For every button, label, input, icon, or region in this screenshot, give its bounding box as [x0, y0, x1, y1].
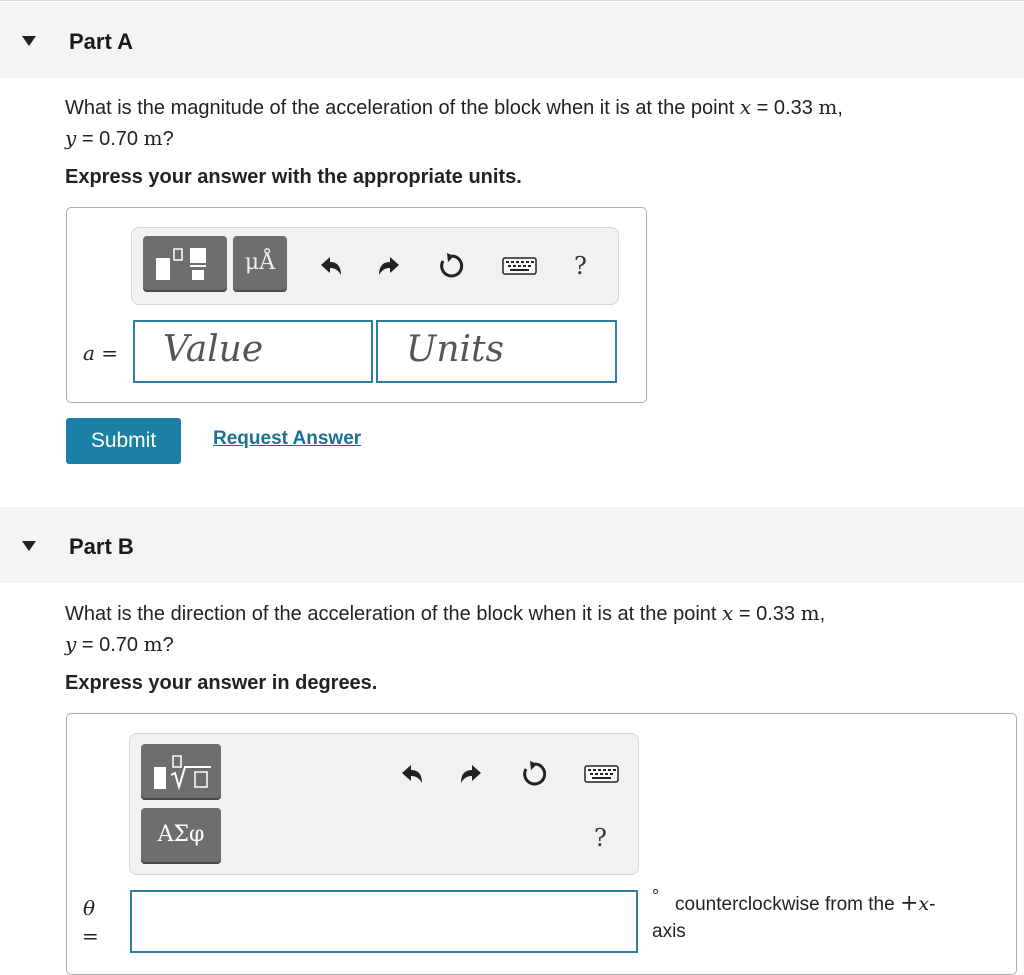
reset-icon[interactable]: [520, 759, 550, 789]
degree-symbol: °: [652, 886, 660, 906]
part-a-instruction: Express your answer with the appropriate units.: [65, 166, 522, 188]
fraction-template-icon: [154, 246, 216, 282]
part-b-question: What is the direction of the acceleration of the block when it is at the point x = 0.33 m, y = 0.70 m?: [65, 601, 826, 656]
units-button[interactable]: μÅ: [233, 236, 287, 292]
top-divider: [0, 0, 1024, 1]
part-a-title: Part A: [69, 29, 133, 54]
submit-button[interactable]: Submit: [66, 418, 181, 464]
radical-template-icon: [151, 753, 213, 791]
undo-icon[interactable]: [315, 253, 343, 279]
units-input[interactable]: Units: [376, 320, 617, 383]
variable-label: a =: [83, 341, 119, 365]
unit-suffix: ° counterclockwise from the +x- axis: [652, 886, 936, 942]
greek-symbols-button[interactable]: ΑΣφ: [141, 808, 221, 864]
collapse-caret-icon[interactable]: [22, 36, 36, 46]
part-b-answer-box: [66, 713, 1017, 975]
value-input[interactable]: Value: [133, 320, 373, 383]
redo-icon[interactable]: [459, 761, 487, 787]
undo-icon[interactable]: [396, 761, 424, 787]
part-b-header[interactable]: [0, 507, 1024, 583]
angle-input[interactable]: [130, 890, 638, 953]
keyboard-icon[interactable]: [584, 764, 620, 784]
redo-icon[interactable]: [377, 253, 405, 279]
templates-button[interactable]: [143, 236, 227, 292]
templates-button[interactable]: [141, 744, 221, 800]
request-answer-link[interactable]: Request Answer: [213, 428, 362, 449]
keyboard-icon[interactable]: [502, 256, 538, 276]
part-a-question: What is the magnitude of the acceleration of the block when it is at the point x = 0.33 m, y = 0.70 m?: [65, 95, 843, 150]
part-a-answer-box: [66, 207, 647, 403]
part-a-toolbar: [131, 227, 619, 305]
help-button[interactable]: ?: [574, 252, 587, 280]
part-b-toolbar: [129, 733, 639, 875]
part-a-header[interactable]: [0, 2, 1024, 78]
collapse-caret-icon[interactable]: [22, 541, 36, 551]
reset-icon[interactable]: [437, 251, 467, 281]
variable-label: θ =: [82, 896, 99, 948]
part-b-instruction: Express your answer in degrees.: [65, 672, 378, 694]
help-button[interactable]: ?: [594, 824, 607, 852]
part-b-title: Part B: [69, 534, 134, 559]
